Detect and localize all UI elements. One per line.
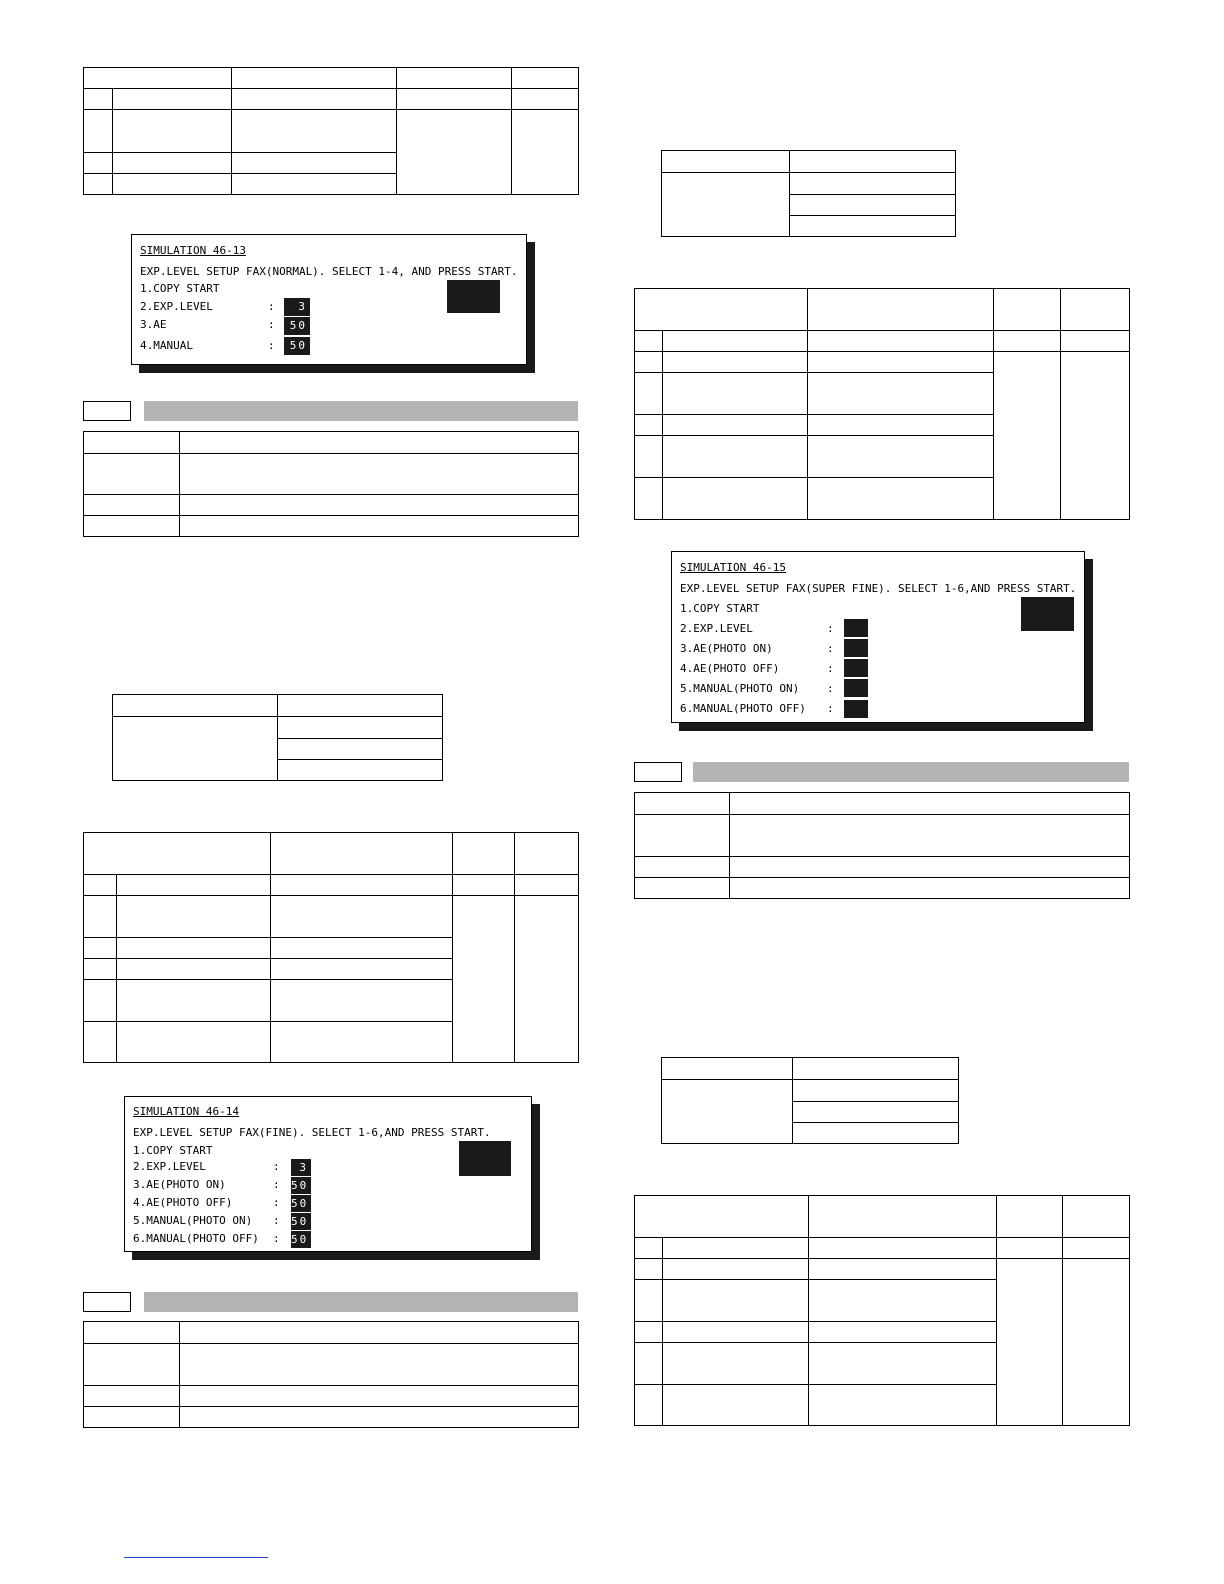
section-tag-box xyxy=(83,401,131,421)
ae-photo-on-value[interactable] xyxy=(844,639,868,657)
ae-photo-on-value[interactable]: 50 xyxy=(291,1177,311,1194)
description-table xyxy=(634,792,1130,899)
section-header-bar xyxy=(83,401,578,421)
menu-item-manual-photo-on[interactable]: 5.MANUAL(PHOTO ON) xyxy=(133,1214,253,1227)
small-table xyxy=(661,150,956,237)
menu-item-copy-start[interactable]: 1.COPY START xyxy=(140,282,220,295)
exp-level-value[interactable] xyxy=(844,619,868,637)
section-header-bar xyxy=(83,1292,578,1312)
colon-separator: : xyxy=(268,300,275,313)
manual-photo-on-value[interactable] xyxy=(844,679,868,697)
exp-level-value[interactable]: 3 xyxy=(284,298,310,316)
ae-photo-off-value[interactable]: 50 xyxy=(291,1195,311,1212)
screen-title: SIMULATION 46-14 xyxy=(133,1105,239,1118)
menu-item-manual[interactable]: 4.MANUAL xyxy=(140,339,193,352)
screen-instruction: EXP.LEVEL SETUP FAX(FINE). SELECT 1-6,AND PRESS START. xyxy=(133,1126,491,1139)
colon-separator: : xyxy=(827,662,834,675)
section-tag-box xyxy=(634,762,682,782)
colon-separator: : xyxy=(273,1178,280,1191)
colon-separator: : xyxy=(827,622,834,635)
manual-value[interactable]: 50 xyxy=(284,337,310,355)
footer-link[interactable] xyxy=(124,1557,268,1558)
settings-table xyxy=(634,288,1130,520)
start-key-indicator[interactable] xyxy=(1021,597,1074,631)
menu-item-ae[interactable]: 3.AE xyxy=(140,318,167,331)
settings-table xyxy=(634,1195,1130,1426)
small-table xyxy=(661,1057,959,1144)
colon-separator: : xyxy=(273,1160,280,1173)
colon-separator: : xyxy=(273,1214,280,1227)
colon-separator: : xyxy=(273,1196,280,1209)
menu-item-copy-start[interactable]: 1.COPY START xyxy=(133,1144,213,1157)
simulation-46-13-screen xyxy=(131,234,527,365)
settings-table-top-left xyxy=(83,67,579,195)
colon-separator: : xyxy=(268,339,275,352)
section-header-shading xyxy=(144,1292,578,1312)
menu-item-ae-photo-on[interactable]: 3.AE(PHOTO ON) xyxy=(680,642,773,655)
screen-title: SIMULATION 46-13 xyxy=(140,244,246,257)
description-table xyxy=(83,431,579,537)
description-table xyxy=(83,1321,579,1428)
manual-photo-on-value[interactable]: 50 xyxy=(291,1213,311,1230)
simulation-46-15-screen xyxy=(671,551,1085,723)
manual-photo-off-value[interactable] xyxy=(844,700,868,718)
section-header-bar xyxy=(634,762,1129,782)
colon-separator: : xyxy=(827,702,834,715)
ae-photo-off-value[interactable] xyxy=(844,659,868,677)
screen-instruction: EXP.LEVEL SETUP FAX(NORMAL). SELECT 1-4, AND PRESS START. xyxy=(140,265,518,278)
section-header-shading xyxy=(693,762,1129,782)
menu-item-manual-photo-off[interactable]: 6.MANUAL(PHOTO OFF) xyxy=(133,1232,259,1245)
menu-item-ae-photo-off[interactable]: 4.AE(PHOTO OFF) xyxy=(680,662,780,675)
colon-separator: : xyxy=(273,1232,280,1245)
start-key-indicator[interactable] xyxy=(447,280,500,313)
colon-separator: : xyxy=(827,682,834,695)
menu-item-copy-start[interactable]: 1.COPY START xyxy=(680,602,760,615)
menu-item-manual-photo-off[interactable]: 6.MANUAL(PHOTO OFF) xyxy=(680,702,806,715)
exp-level-value[interactable]: 3 xyxy=(291,1159,311,1176)
screen-instruction: EXP.LEVEL SETUP FAX(SUPER FINE). SELECT 1-6,AND PRESS START. xyxy=(680,582,1077,595)
section-tag-box xyxy=(83,1292,131,1312)
menu-item-exp-level[interactable]: 2.EXP.LEVEL xyxy=(680,622,753,635)
colon-separator: : xyxy=(268,318,275,331)
colon-separator: : xyxy=(827,642,834,655)
simulation-46-14-screen xyxy=(124,1096,532,1252)
menu-item-ae-photo-on[interactable]: 3.AE(PHOTO ON) xyxy=(133,1178,226,1191)
menu-item-manual-photo-on[interactable]: 5.MANUAL(PHOTO ON) xyxy=(680,682,800,695)
manual-photo-off-value[interactable]: 50 xyxy=(291,1231,311,1248)
ae-value[interactable]: 50 xyxy=(284,317,310,335)
menu-item-exp-level[interactable]: 2.EXP.LEVEL xyxy=(133,1160,206,1173)
section-header-shading xyxy=(144,401,578,421)
menu-item-ae-photo-off[interactable]: 4.AE(PHOTO OFF) xyxy=(133,1196,233,1209)
screen-title: SIMULATION 46-15 xyxy=(680,561,786,574)
settings-table xyxy=(83,832,579,1063)
start-key-indicator[interactable] xyxy=(459,1141,511,1176)
small-table xyxy=(112,694,443,781)
menu-item-exp-level[interactable]: 2.EXP.LEVEL xyxy=(140,300,213,313)
